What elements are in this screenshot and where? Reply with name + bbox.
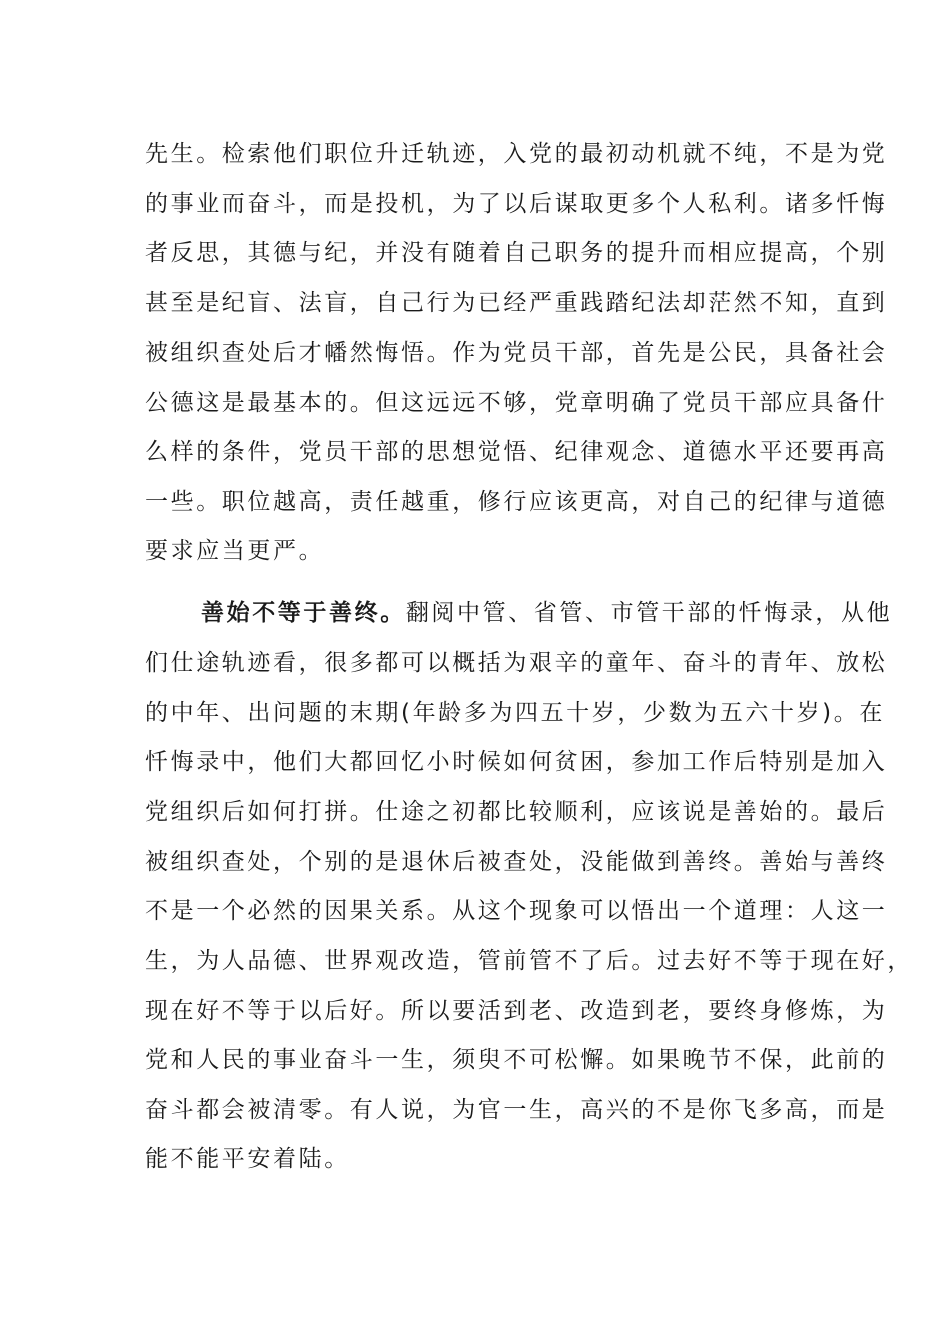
paragraph-line: 忏悔录中，他们大都回忆小时候如何贫困，参加工作后特别是加入 <box>145 749 888 775</box>
paragraph-line: 甚至是纪盲、法盲，自己行为已经严重践踏纪法却茫然不知，直到 <box>145 290 888 316</box>
paragraph-line: 党组织后如何打拼。仕途之初都比较顺利，应该说是善始的。最后 <box>145 799 888 825</box>
paragraph-line: 先生。检索他们职位升迁轨迹，入党的最初动机就不纯，不是为党 <box>145 141 888 167</box>
paragraph-first-line <box>201 598 892 628</box>
paragraph-line: 能不能平安着陆。 <box>145 1146 350 1172</box>
paragraph-line: 生，为人品德、世界观改造，管前管不了后。过去好不等于现在好， <box>145 948 913 974</box>
paragraph-line: 们仕途轨迹看，很多都可以概括为艰辛的童年、奋斗的青年、放松 <box>145 650 888 676</box>
paragraph-line: 被组织查处后才幡然悔悟。作为党员干部，首先是公民，具备社会 <box>145 340 888 366</box>
paragraph-line: 一些。职位越高，责任越重，修行应该更高，对自己的纪律与道德 <box>145 489 888 515</box>
paragraph-line: 现在好不等于以后好。所以要活到老、改造到老，要终身修炼，为 <box>145 998 888 1024</box>
paragraph-line: 奋斗都会被清零。有人说，为官一生，高兴的不是你飞多高，而是 <box>145 1097 888 1123</box>
section-heading: 善始不等于善终。 <box>201 600 406 626</box>
paragraph-line: 么样的条件，党员干部的思想觉悟、纪律观念、道德水平还要再高 <box>145 439 888 465</box>
paragraph-line: 不是一个必然的因果关系。从这个现象可以悟出一个道理：人这一 <box>145 898 888 924</box>
paragraph-line: 要求应当更严。 <box>145 538 325 564</box>
paragraph-text: 翻阅中管、省管、市管干部的忏悔录，从他 <box>405 600 893 626</box>
paragraph-line: 的事业而奋斗，而是投机，为了以后谋取更多个人私利。诸多忏悔 <box>145 191 888 217</box>
paragraph-line: 被组织查处，个别的是退休后被查处，没能做到善终。善始与善终 <box>145 849 888 875</box>
paragraph-line: 的中年、出问题的末期(年龄多为四五十岁，少数为五六十岁)。在 <box>145 700 885 726</box>
paragraph-line: 公德这是最基本的。但这远远不够，党章明确了党员干部应具备什 <box>145 390 888 416</box>
paragraph-line: 者反思，其德与纪，并没有随着自己职务的提升而相应提高，个别 <box>145 240 888 266</box>
paragraph-line: 党和人民的事业奋斗一生，须臾不可松懈。如果晚节不保，此前的 <box>145 1047 888 1073</box>
